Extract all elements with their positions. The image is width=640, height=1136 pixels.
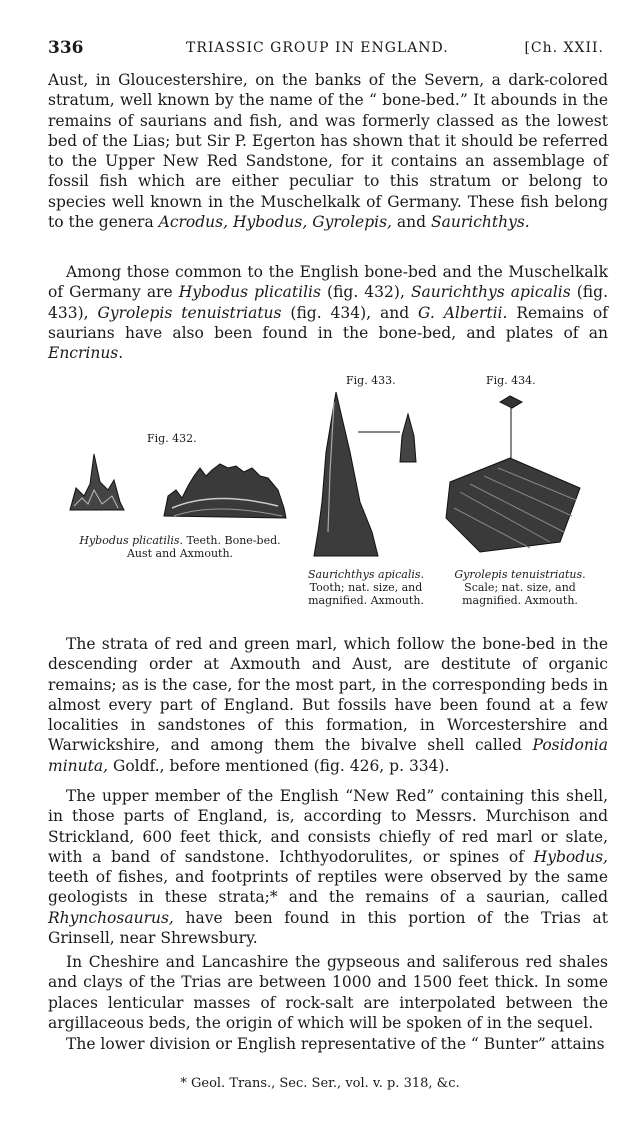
caption-text: Tooth; nat. size, and xyxy=(309,581,423,594)
fig-434-caption xyxy=(444,568,596,607)
page-header xyxy=(48,38,604,62)
text-span: Remains of saurians have also been found in the bone-bed, and plates of an xyxy=(48,303,608,342)
text-span: have been found in this portion of the Trias at Grinsell, near Shrewsbury. xyxy=(48,908,608,948)
paragraph-bone-bed xyxy=(48,70,608,232)
paragraph-cheshire xyxy=(48,952,608,1033)
running-title: TRIASSIC GROUP IN ENGLAND. xyxy=(186,40,449,56)
paragraph-bunter xyxy=(48,1034,608,1054)
text-span: The strata of red and green marl, which follow the bone-bed in the descending order at Axmouth and Aust, are destitute of organic remains; as is the case, for the most part, in the corresponding beds in almost every part of England. But fossils have been found at a few localities in sandstones of this formation, in Worcestershire and Warwickshire, and among them the bivalve shell called xyxy=(48,635,608,755)
paragraph-new-red xyxy=(48,786,608,948)
caption-species: Saurichthys apicalis. xyxy=(307,568,425,581)
hybodus-tooth-small xyxy=(70,454,124,510)
species-name: Saurichthys apicalis xyxy=(410,283,571,302)
text-span: Among those common to the English bone-bed and the Muschelkalk of Germany are xyxy=(48,263,608,302)
fig-433-illustration xyxy=(312,392,432,560)
species-name: Hybodus plicatilis xyxy=(178,283,321,302)
caption-species: Hybodus plicatilis. xyxy=(79,534,184,547)
species-name: Posidonia minuta, xyxy=(48,736,608,775)
text-span: (fig. 432), xyxy=(320,283,411,302)
page-number: 336 xyxy=(48,38,84,58)
text-span: teeth of fishes, and footprints of reptiles were observed by the same geologists in these strata;* and the remains of a saurian, called xyxy=(48,868,608,907)
species-name: Encrinus. xyxy=(48,344,124,363)
text-span: In Cheshire and Lancashire the gypseous and saliferous red shales and clays of the Trias are between 1000 and 1500 feet thick. In some places lenticular masses of rock-salt are interpolated between the argillaceous beds, the origin of which will be spoken of in the sequel. xyxy=(48,953,608,1032)
fig-434-illustration xyxy=(440,392,590,560)
fig-432-illustration xyxy=(64,446,294,526)
paragraph-marl xyxy=(48,634,608,776)
caption-text: magnified. Axmouth. xyxy=(308,594,424,607)
gyrolepis-scale-large xyxy=(446,458,580,552)
genus-name: Rhynchosaurus, xyxy=(48,908,174,927)
caption-text: Aust and Axmouth. xyxy=(126,547,234,560)
chapter-label: [Ch. XXII. xyxy=(524,40,604,56)
saurichthys-tooth-large xyxy=(314,392,378,556)
footnote: * Geol. Trans., Sec. Ser., vol. v. p. 318, &c. xyxy=(180,1076,460,1091)
text-span: Aust, in Gloucestershire, on the banks of the Severn, a dark-colored stratum, well known by the name of the “ bone-bed.” It abounds in the remains of saurians and fish, and was formerly classed as the lowest bed of the Lias; but Sir P. Egerton has shown that it should be referred to the Upper New Red Sandstone, for it contains an assemblage of fossil fish which are either peculiar to this stratum or belong to species well known in the Muschelkalk of Germany. These fish belong to the genera xyxy=(48,71,608,232)
gyrolepis-scale-small xyxy=(500,396,522,408)
caption-text: Scale; nat. size, and xyxy=(464,581,576,594)
text-span: (fig. 434), and xyxy=(281,303,419,322)
hybodus-tooth-large xyxy=(164,464,286,518)
species-name: G. Albertii. xyxy=(418,303,508,322)
paragraph-species xyxy=(48,262,608,363)
text-span: The lower division or English representative of the “ Bunter” attains xyxy=(66,1035,605,1053)
genus-name: Saurichthys. xyxy=(430,213,530,232)
text-span: and xyxy=(391,213,431,232)
fig-433-label: Fig. 433. xyxy=(346,374,396,387)
fig-434-label: Fig. 434. xyxy=(486,374,536,387)
text-span: (fig. 433), xyxy=(48,283,608,322)
fig-433-caption xyxy=(296,568,436,607)
text-span: Goldf., before mentioned (fig. 426, p. 334). xyxy=(108,756,450,775)
species-name: Gyrolepis tenuistriatus xyxy=(97,303,282,322)
text-span: The upper member of the English “New Red” containing this shell, in those parts of England, is, according to Messrs. Murchison and Strickland, 600 feet thick, and consists chiefly of red marl or slate, with a band of sandstone. Ichthyodorulites, or spines of xyxy=(48,787,608,866)
fig-432-caption xyxy=(60,534,300,560)
caption-text: magnified. Axmouth. xyxy=(462,594,578,607)
saurichthys-tooth-small xyxy=(400,414,416,462)
genus-name: Hybodus, xyxy=(533,847,608,866)
genus-name: Acrodus, Hybodus, Gyrolepis, xyxy=(158,213,392,232)
caption-species: Gyrolepis tenuistriatus. xyxy=(454,568,586,581)
fig-432-label: Fig. 432. xyxy=(147,432,197,445)
caption-text: Teeth. Bone-bed. xyxy=(183,534,281,547)
